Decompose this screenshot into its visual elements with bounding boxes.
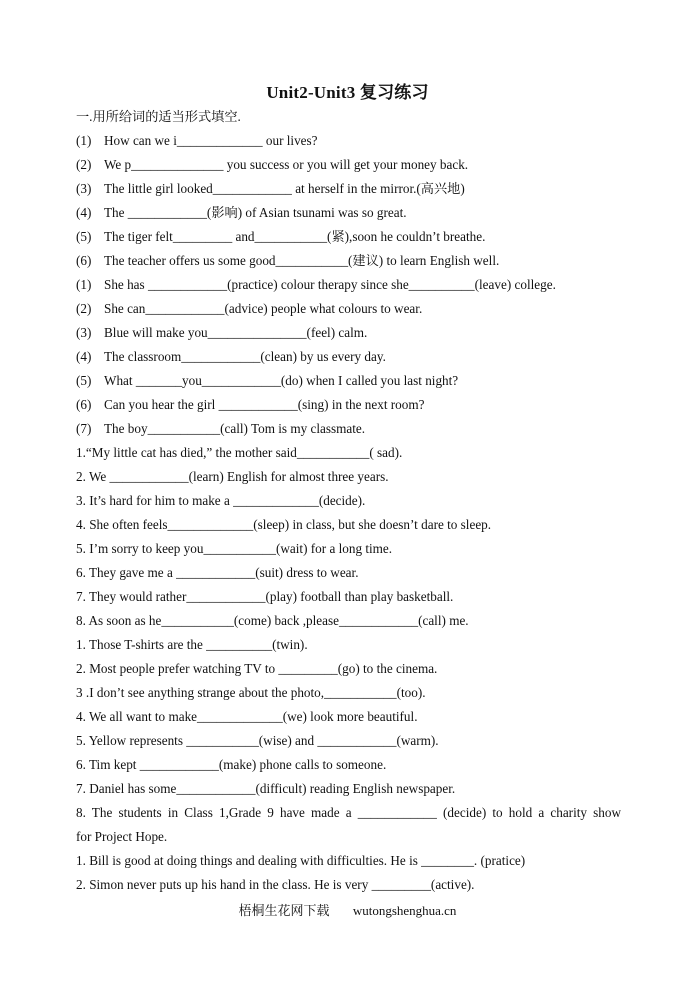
item-text: 7. They would rather____________(play) football than play basketball.: [76, 589, 454, 604]
item-text: The tiger felt_________ and___________(紧),soon he couldn’t breathe.: [104, 229, 486, 244]
item-text: The little girl looked____________ at herself in the mirror.(高兴地): [104, 181, 465, 196]
exercise-line: [76, 489, 621, 513]
item-text: Blue will make you_______________(feel) calm.: [104, 325, 368, 340]
item-text: 5. Yellow represents ___________(wise) and ____________(warm).: [76, 733, 439, 748]
exercise-line: [76, 585, 621, 609]
exercise-line: [76, 153, 621, 177]
item-text: The boy___________(call) Tom is my classmate.: [104, 421, 366, 436]
exercise-line: [76, 441, 621, 465]
item-text: 6. They gave me a ____________(suit) dress to wear.: [76, 565, 359, 580]
exercise-line: [76, 657, 621, 681]
item-text: 8. The students in Class 1,Grade 9 have made a ____________ (decide) to hold a charity show: [76, 805, 621, 820]
item-number: (2): [76, 301, 92, 316]
item-text: The ____________(影响) of Asian tsunami was so great.: [104, 205, 407, 220]
instruction-line: 一.用所给词的适当形式填空.: [76, 109, 241, 124]
item-text: 1. Bill is good at doing things and dealing with difficulties. He is ________. (pratice): [76, 853, 526, 868]
exercise-line: [76, 321, 621, 345]
item-number: (6): [76, 397, 92, 412]
exercise-line: [76, 801, 621, 825]
exercise-line: [76, 777, 621, 801]
footer: [0, 900, 695, 919]
exercise-line: [76, 729, 621, 753]
item-text: 8. As soon as he___________(come) back ,please____________(call) me.: [76, 613, 469, 628]
item-number: (7): [76, 421, 92, 436]
item-text: The teacher offers us some good___________(建议) to learn English well.: [104, 253, 500, 268]
item-text: 2. We ____________(learn) English for almost three years.: [76, 469, 389, 484]
item-text: She has ____________(practice) colour therapy since she__________(leave) college.: [104, 277, 556, 292]
exercise-line: [76, 849, 621, 873]
item-text: 2. Simon never puts up his hand in the class. He is very _________(active).: [76, 877, 475, 892]
exercise-line: [76, 753, 621, 777]
item-number: (4): [76, 205, 92, 220]
item-text: 4. She often feels_____________(sleep) in class, but she doesn’t dare to sleep.: [76, 517, 492, 532]
item-number: (1): [76, 133, 92, 148]
exercise-line: [76, 297, 621, 321]
exercise-line: [76, 225, 621, 249]
exercise-line: [76, 681, 621, 705]
item-number: (2): [76, 157, 92, 172]
item-number: (1): [76, 277, 92, 292]
page-title: Unit2-Unit3 复习练习: [266, 83, 429, 102]
exercise-line: [76, 561, 621, 585]
item-number: (6): [76, 253, 92, 268]
exercise-line: [76, 345, 621, 369]
exercise-line: [76, 513, 621, 537]
item-text: How can we i_____________ our lives?: [104, 133, 318, 148]
item-text: She can____________(advice) people what colours to wear.: [104, 301, 423, 316]
exercise-line: [76, 465, 621, 489]
exercise-line: [76, 129, 621, 153]
item-number: (3): [76, 181, 92, 196]
exercise-line: [76, 825, 621, 849]
item-text: We p______________ you success or you will get your money back.: [104, 157, 469, 172]
item-text: 1. Those T-shirts are the __________(twin).: [76, 637, 308, 652]
exercise-line: [76, 201, 621, 225]
item-text: 4. We all want to make_____________(we) look more beautiful.: [76, 709, 418, 724]
exercise-line: [76, 705, 621, 729]
item-text: Can you hear the girl ____________(sing) in the next room?: [104, 397, 425, 412]
item-number: (3): [76, 325, 92, 340]
item-number: (4): [76, 349, 92, 364]
item-text: 6. Tim kept ____________(make) phone calls to someone.: [76, 757, 387, 772]
item-text: The classroom____________(clean) by us every day.: [104, 349, 386, 364]
exercise-line: [76, 633, 621, 657]
item-text: 3 .I don’t see anything strange about the photo,___________(too).: [76, 685, 426, 700]
item-text: 5. I’m sorry to keep you___________(wait) for a long time.: [76, 541, 393, 556]
exercise-line: [76, 537, 621, 561]
footer-site-url: wutongshenghua.cn: [352, 903, 457, 918]
exercise-line: [76, 369, 621, 393]
item-text: 1.“My little cat has died,” the mother said___________( sad).: [76, 445, 403, 460]
exercise-line: [76, 393, 621, 417]
exercise-line: [76, 249, 621, 273]
item-number: (5): [76, 373, 92, 388]
exercise-line: [76, 609, 621, 633]
item-text: What _______you____________(do) when I called you last night?: [104, 373, 459, 388]
exercise-line: [76, 177, 621, 201]
exercise-line: [76, 873, 621, 897]
exercise-list: [76, 105, 621, 897]
item-text: 7. Daniel has some____________(difficult) reading English newspaper.: [76, 781, 456, 796]
item-text: 3. It’s hard for him to make a _____________(decide).: [76, 493, 366, 508]
item-number: (5): [76, 229, 92, 244]
item-text: for Project Hope.: [76, 829, 168, 844]
item-text: 2. Most people prefer watching TV to _________(go) to the cinema.: [76, 661, 438, 676]
footer-site-name: 梧桐生花网下载: [238, 903, 330, 918]
exercise-line: [76, 273, 621, 297]
exercise-line: [76, 417, 621, 441]
